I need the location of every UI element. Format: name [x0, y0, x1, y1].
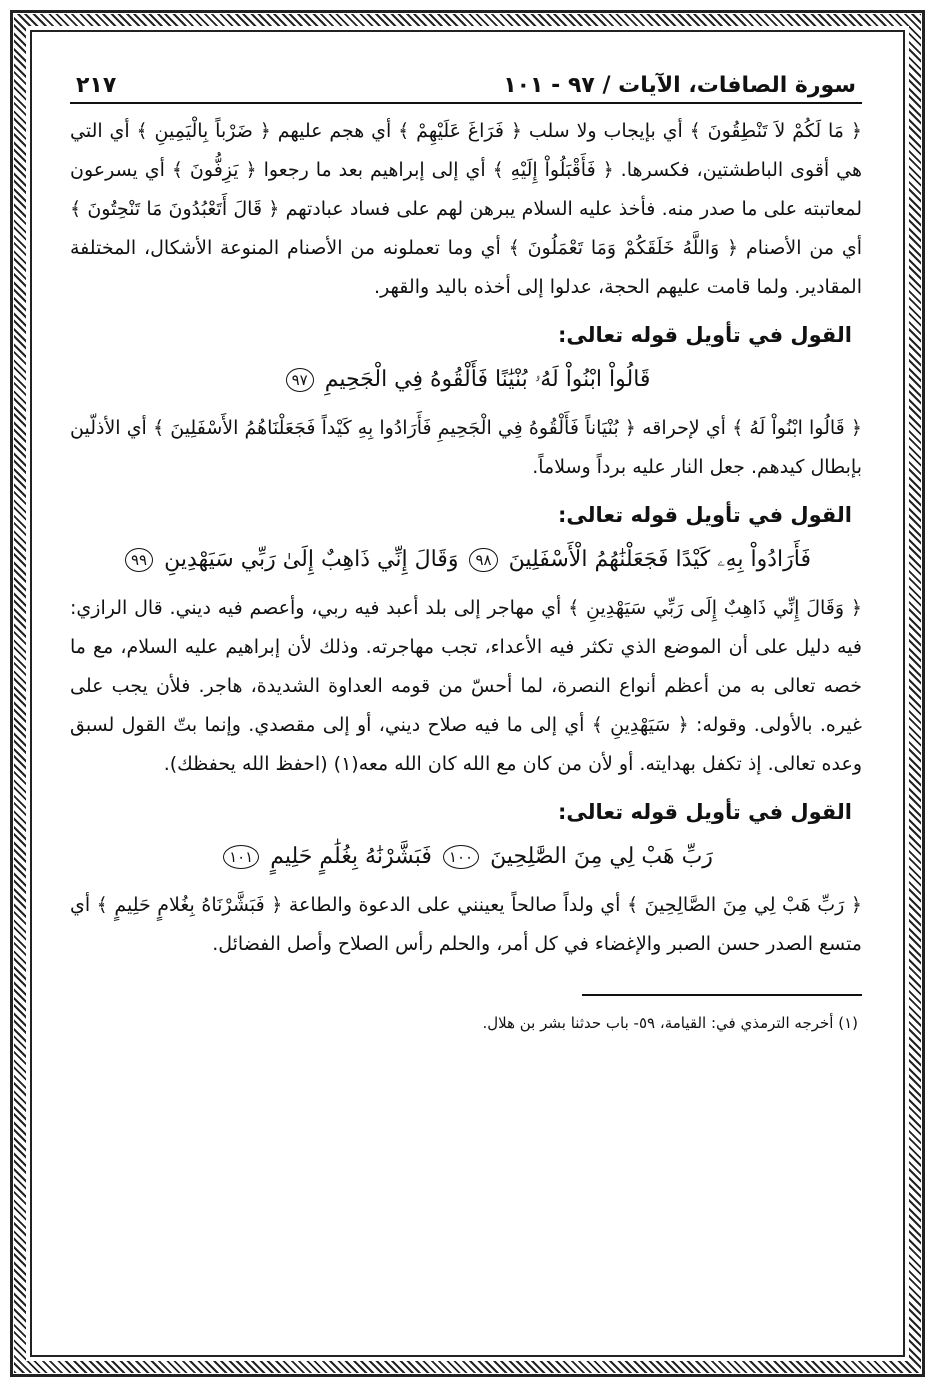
section-heading-100-101: القول في تأويل قوله تعالى: — [558, 800, 852, 824]
ayah-number-99: ٩٩ — [125, 548, 153, 572]
running-header — [70, 58, 862, 104]
ayah-number-97: ٩٧ — [286, 368, 314, 392]
footnote-divider — [582, 994, 862, 996]
ayah-number-100: ١٠٠ — [443, 845, 479, 869]
page-content — [70, 58, 862, 1032]
intro-paragraph: ﴿ مَا لَكُمْ لاَ تَنْطِقُونَ ﴾ أي بإيجاب ولا سلب ﴿ فَرَاغَ عَلَيْهِمْ ﴾ أي هجم عليهم ﴿ ضَرْباً بِالْيَمِينِ ﴾ أي التي هي أقوى الباطشتين، فكسرها. ﴿ فَأَقْبَلُواْ إِلَيْهِ ﴾ أي إلى إبراهيم بعد ما رجعوا ﴿ يَزِفُّونَ ﴾ أي يسرعون لمعاتبته على ما صدر منه. فأخذ عليه السلام يبرهن لهم على فساد عبادتهم ﴿ قَالَ أَتَعْبُدُونَ مَا تَنْحِتُونَ ﴾ أي من الأصنام ﴿ وَاللَّهُ خَلَقَكُمْ وَمَا تَعْمَلُونَ ﴾ أي وما تعملونه من الأصنام المنوعة الأشكال، المختلفة المقادير. ولما قامت عليهم الحجة، عدلوا إلى أخذه باليد والقهر. — [70, 120, 862, 298]
header-title: سورة الصافات، الآيات / ٩٧ - ١٠١ — [503, 73, 856, 98]
verse-text-99: وَقَالَ إِنِّي ذَاهِبٌ إِلَىٰ رَبِّي سَيَهْدِينِ — [164, 547, 459, 572]
quran-verse-100-101 — [70, 836, 862, 878]
quran-verse-98-99 — [70, 539, 862, 581]
body-text — [70, 112, 862, 964]
commentary-100-101: ﴿ رَبِّ هَبْ لِي مِنَ الصَّالِحِينَ ﴾ أي ولداً صالحاً يعينني على الدعوة والطاعة ﴿ فَبَشَّرْنَاهُ بِغُلامٍ حَلِيمٍ ﴾ أي متسع الصدر حسن الصبر والإغضاء في كل أمر، والحلم رأس الصلاح وأصل الفضائل. — [70, 894, 862, 955]
page-number: ٢١٧ — [76, 73, 117, 98]
verse-text-98: فَأَرَادُواْ بِهِۦ كَيْدًا فَجَعَلْنَٰهُمُ الْأَسْفَلِينَ — [508, 547, 812, 572]
commentary-97: ﴿ قَالُوا ابْنُواْ لَهُ ﴾ أي لإحراقه ﴿ بُنْيَاناً فَأَلْقُوهُ فِي الْجَحِيمِ فَأَرَادُوا بِهِ كَيْداً فَجَعَلْنَاهُمُ الأَسْفَلِينَ ﴾ أي الأذلّين بإبطال كيدهم. جعل النار عليه برداً وسلاماً. — [70, 417, 862, 478]
verse-text: قَالُواْ ابْنُواْ لَهُۥ بُنْيَٰنًا فَأَلْقُوهُ فِي الْجَحِيمِ — [324, 367, 651, 392]
verse-text-101: فَبَشَّرْنَٰهُ بِغُلَٰمٍ حَلِيمٍ — [270, 844, 432, 869]
ayah-number-98: ٩٨ — [469, 548, 497, 572]
section-heading-98-99: القول في تأويل قوله تعالى: — [558, 503, 852, 527]
section-heading-97: القول في تأويل قوله تعالى: — [558, 323, 852, 347]
footnote: (١) أخرجه الترمذي في: القيامة، ٥٩- باب حدثنا بشر بن هلال. — [482, 1014, 858, 1032]
quran-verse-97 — [70, 359, 862, 401]
commentary-98-99: ﴿ وَقَالَ إِنِّي ذَاهِبٌ إِلَى رَبِّي سَيَهْدِينِ ﴾ أي مهاجر إلى بلد أعبد فيه ربي، وأعصم فيه ديني. قال الرازي: فيه دليل على أن الموضع الذي تكثر فيه الأعداء، تجب مهاجرته. وذلك لأن إبراهيم عليه السلام، مع ما خصه تعالى به من أعظم أنواع النصرة، لما أحسّ من قومه العداوة الشديدة، هاجر. فلأن يجب على غيره. بالأولى. وقوله: ﴿ سَيَهْدِينِ ﴾ أي إلى ما فيه صلاح ديني، أو إلى مقصدي. وإنما بتّ القول لسبق وعده تعالى. إذ تكفل بهدايته. أو لأن من كان مع الله كان الله معه(١) (احفظ الله يحفظك). — [70, 597, 862, 775]
verse-text-100: رَبِّ هَبْ لِي مِنَ الصَّٰلِحِينَ — [490, 844, 713, 869]
ayah-number-101: ١٠١ — [223, 845, 259, 869]
